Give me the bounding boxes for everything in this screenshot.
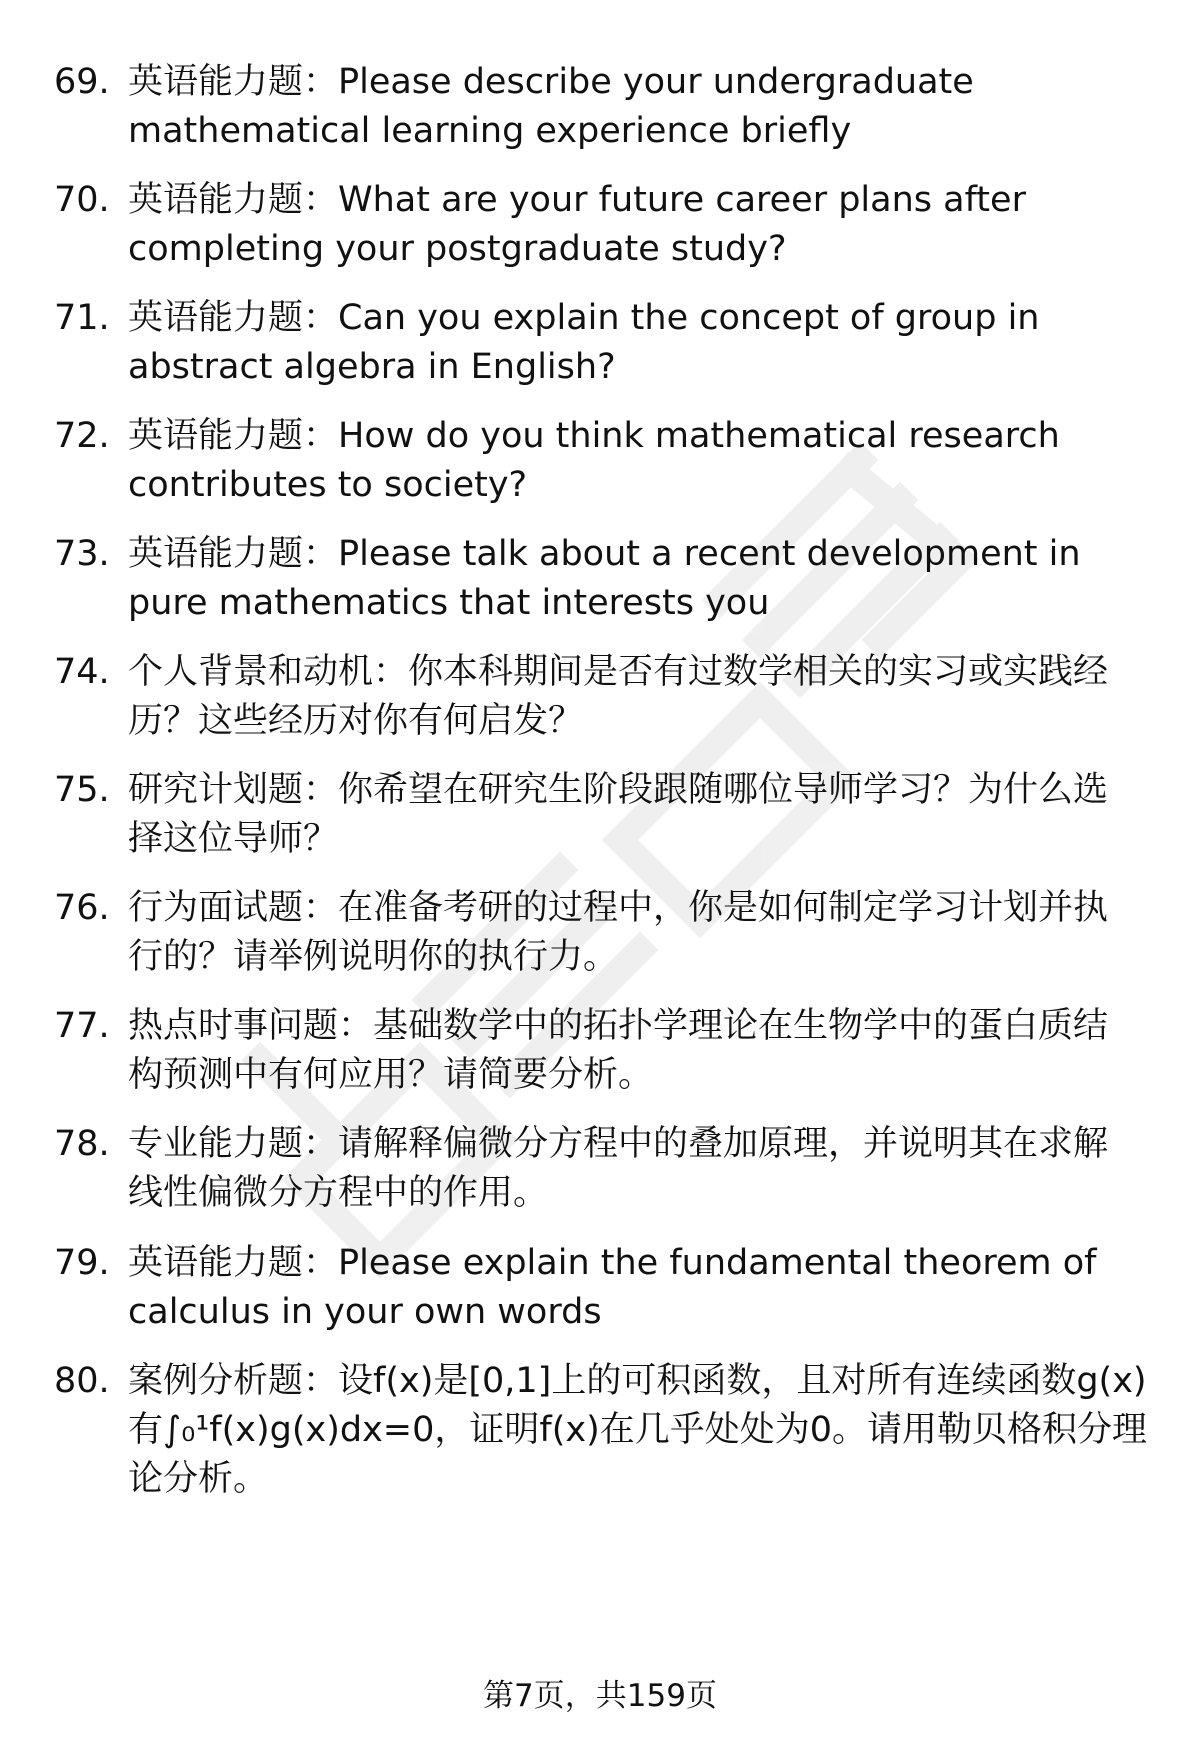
page-footer: 第7页，共159页 bbox=[483, 1678, 717, 1714]
question-number: 73. bbox=[54, 534, 110, 574]
question-text: 案例分析题：设f(x)是[0,1]上的可积函数，且对所有连续函数g(x) 有∫₀¹f(x)g(x)dx=0，证明f(x)在几乎处处为0。请用勒贝格积分理 论分析。 bbox=[128, 1361, 1148, 1499]
question-text: 行为面试题：在准备考研的过程中，你是如何制定学习计划并执 行的？请举例说明你的执行力。 bbox=[128, 888, 1109, 977]
question-text: 英语能力题：What are your future career plans after completing your postgraduate study? bbox=[128, 180, 1026, 269]
question-number: 75. bbox=[54, 770, 110, 810]
question-number: 69. bbox=[54, 62, 110, 102]
question-text: 英语能力题：Please explain the fundamental theorem of calculus in your own words bbox=[128, 1243, 1097, 1332]
question-number: 80. bbox=[54, 1361, 110, 1401]
question-text: 热点时事问题：基础数学中的拓扑学理论在生物学中的蛋白质结 构预测中有何应用？请简要分析。 bbox=[128, 1006, 1109, 1095]
question-number: 74. bbox=[54, 652, 110, 692]
question-number: 72. bbox=[54, 416, 110, 456]
question-number: 78. bbox=[54, 1124, 110, 1164]
question-number: 77. bbox=[54, 1006, 110, 1046]
question-text: 研究计划题：你希望在研究生阶段跟随哪位导师学习？为什么选 择这位导师？ bbox=[128, 770, 1109, 859]
question-text: 英语能力题：Please talk about a recent development in pure mathematics that interests you bbox=[128, 534, 1081, 623]
question-number: 70. bbox=[54, 180, 110, 220]
question-number: 76. bbox=[54, 888, 110, 928]
question-text: 专业能力题：请解释偏微分方程中的叠加原理，并说明其在求解 线性偏微分方程中的作用。 bbox=[128, 1124, 1109, 1213]
question-text: 英语能力题：Can you explain the concept of group in abstract algebra in English? bbox=[128, 298, 1040, 387]
question-text: 英语能力题：How do you think mathematical research contributes to society? bbox=[128, 416, 1060, 505]
question-text: 个人背景和动机：你本科期间是否有过数学相关的实习或实践经 历？这些经历对你有何启发？ bbox=[128, 652, 1109, 741]
question-number: 79. bbox=[54, 1243, 110, 1283]
question-text: 英语能力题：Please describe your undergraduate mathematical learning experience briefly bbox=[128, 62, 974, 151]
question-number: 71. bbox=[54, 298, 110, 338]
